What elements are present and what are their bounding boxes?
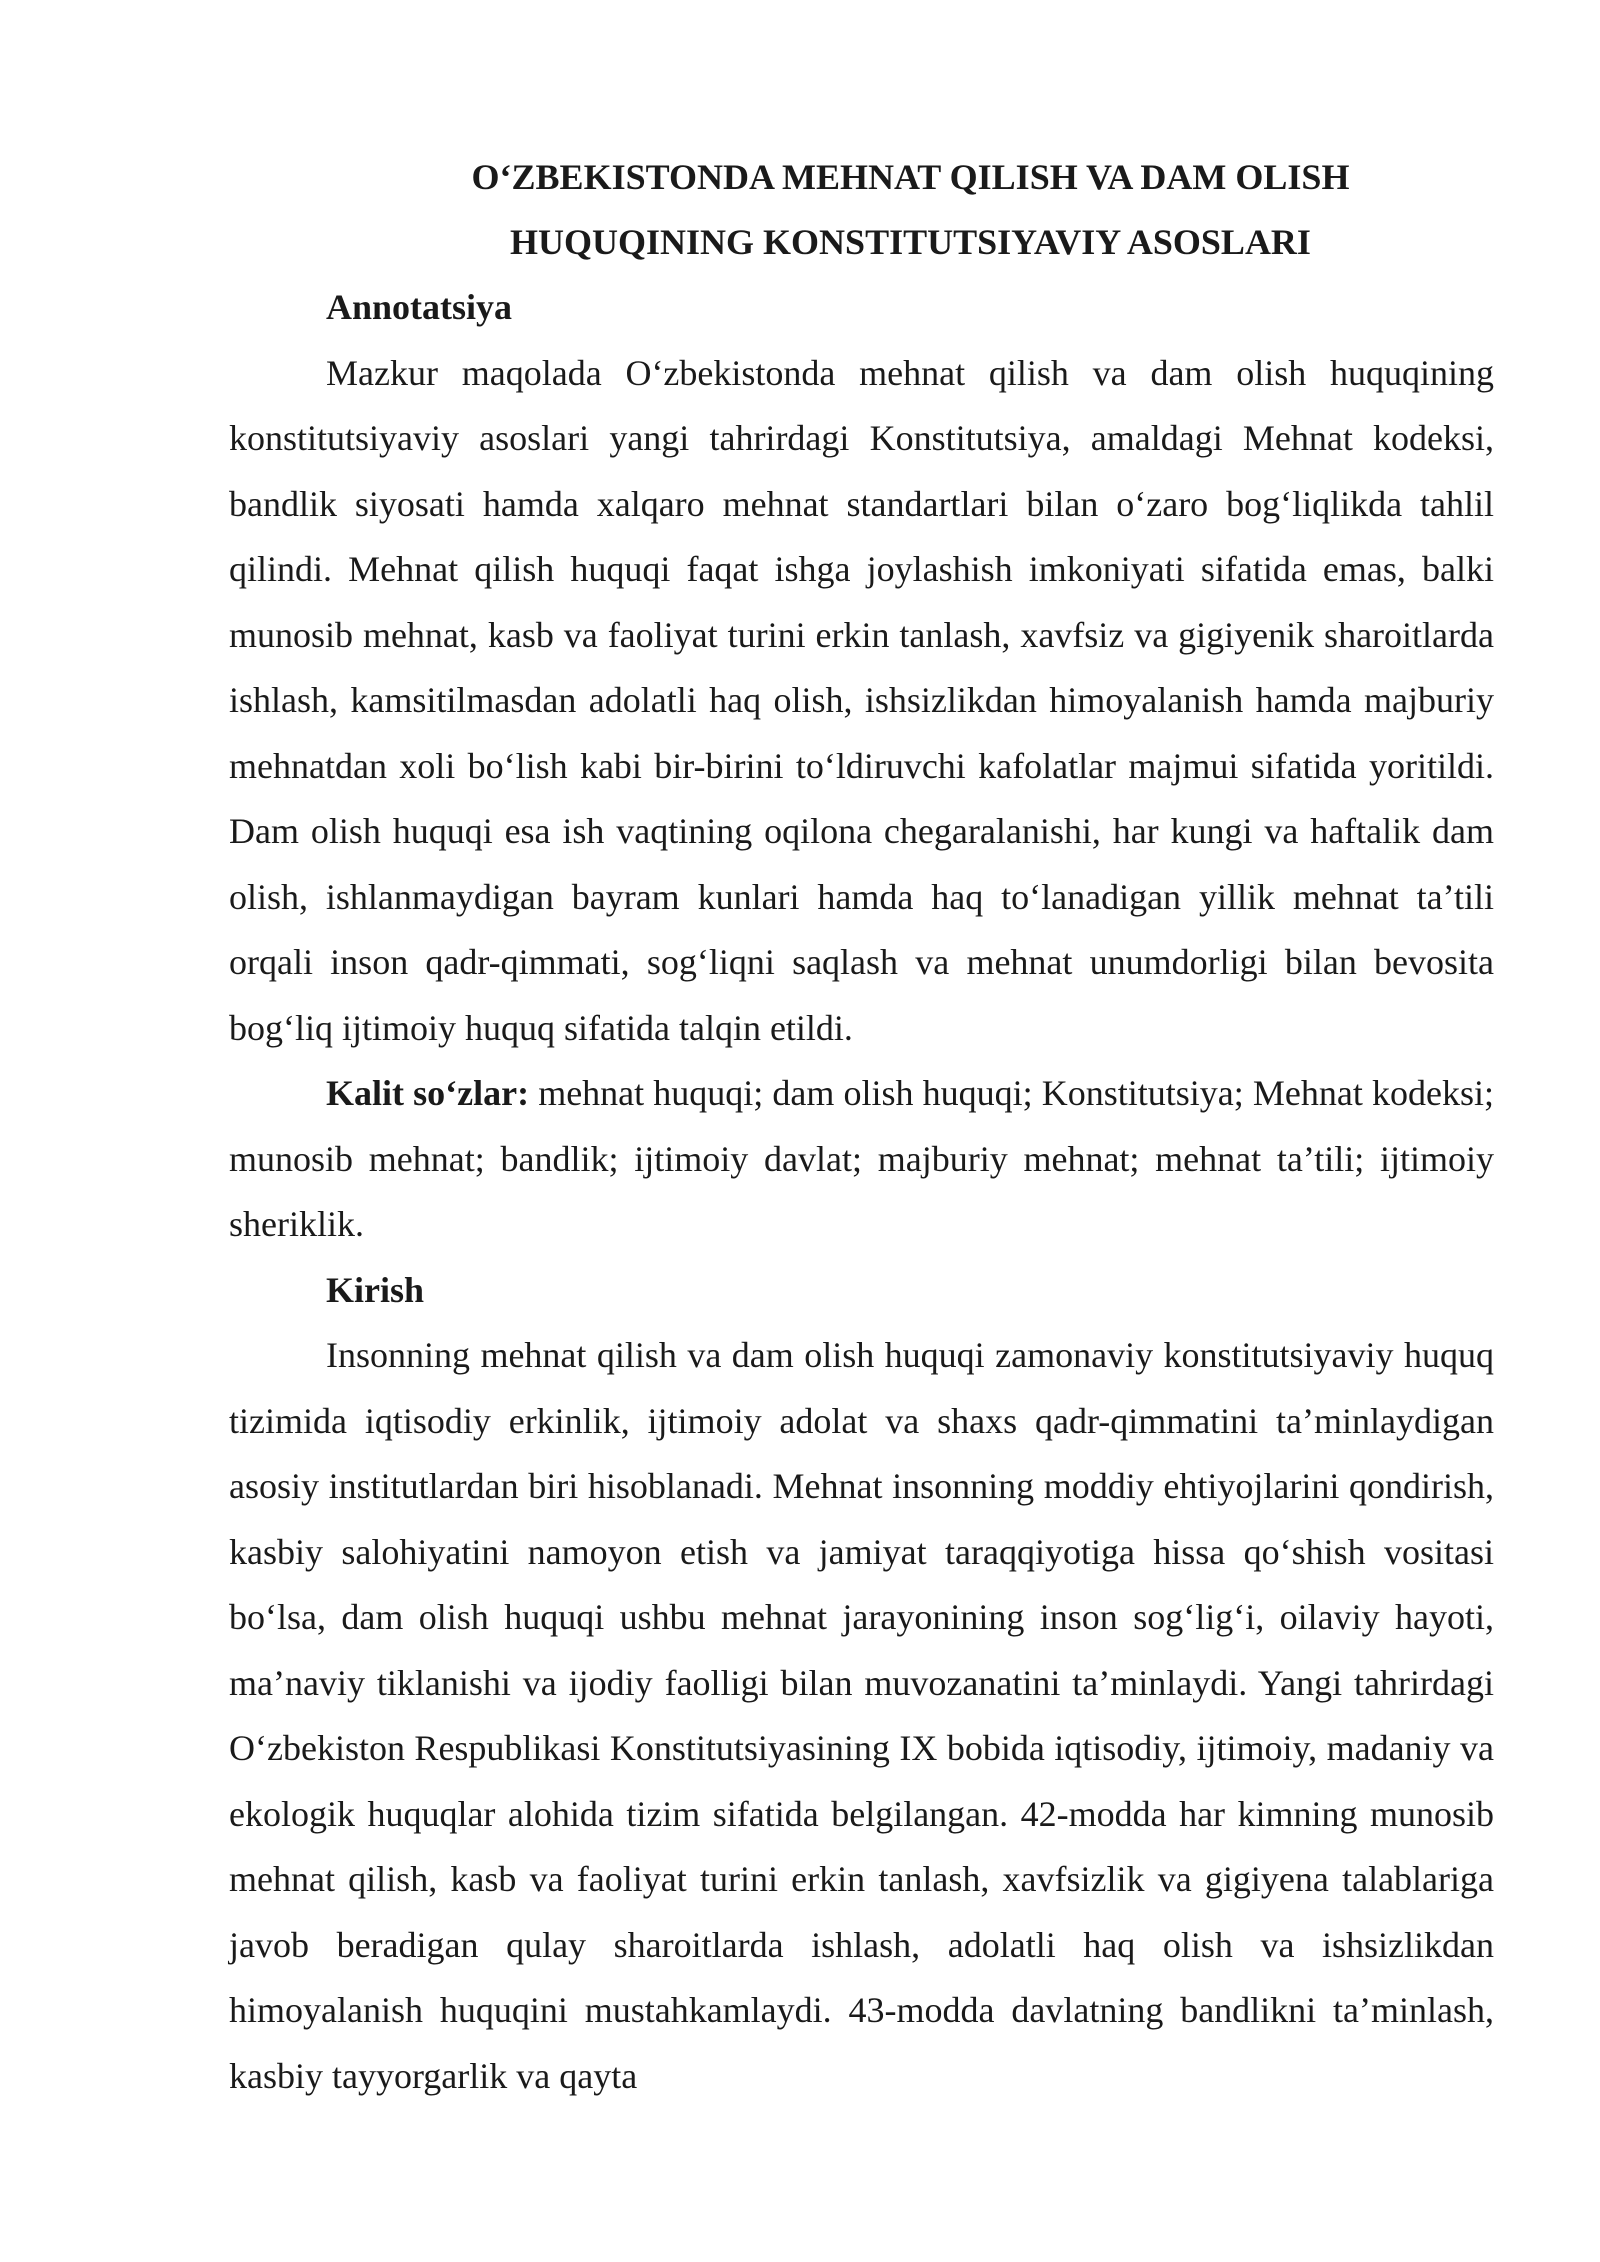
introduction-paragraph: Insonning mehnat qilish va dam olish huquqi zamonaviy konstitutsiyaviy huquq tizimida iqtisodiy erkinlik, ijtimoiy adolat va shaxs qadr-qimmatini ta’minlaydigan asosiy institutlardan biri hisoblanadi. Mehnat insonning moddiy ehtiyojlarini qondirish, kasbiy salohiyatini namoyon etish va jamiyat taraqqiyotiga hissa qo‘shish vositasi bo‘lsa, dam olish huquqi ushbu mehnat jarayonining inson sog‘lig‘i, oilaviy hayoti, ma’naviy tiklanishi va ijodiy faolligi bilan muvozanatini ta’minlaydi. Yangi tahrirdagi O‘zbekiston Respublikasi Konstitutsiyasining IX bobida iqtisodiy, ijtimoiy, madaniy va ekologik huquqlar alohida tizim sifatida belgilangan. 42-modda har kimning munosib mehnat qilish, kasb va faoliyat turini erkin tanlash, xavfsizlik va gigiyena talablariga javob beradigan qulay sharoitlarda ishlash, adolatli haq olish va ishsizlikdan himoyalanish huquqini mustahkamlaydi. 43-modda davlatning bandlikni ta’minlash, kasbiy tayyorgarlik va qayta (229, 1335, 1494, 2096)
article-title (229, 145, 1494, 275)
keywords-paragraph (229, 1061, 1494, 1258)
article-title-line-1: O‘ZBEKISTONDA MEHNAT QILISH VA DAM OLISH (471, 157, 1350, 197)
introduction-heading: Kirish (326, 1269, 425, 1310)
article-title-line-2: HUQUQINING KONSTITUTSIYAVIY ASOSLARI (510, 222, 1311, 262)
keywords-text: mehnat huquqi; dam olish huquqi; Konstitutsiya; Mehnat kodeksi; munosib mehnat; bandlik; ijtimoiy davlat; majburiy mehnat; mehnat ta’tili; ijtimoiy sheriklik. (229, 1073, 1494, 1244)
annotation-heading: Annotatsiya (326, 287, 513, 327)
annotation-paragraph: Mazkur maqolada O‘zbekistonda mehnat qilish va dam olish huquqining konstitutsiyaviy asoslari yangi tahrirdagi Konstitutsiya, amaldagi Mehnat kodeksi, bandlik siyosati hamda xalqaro mehnat standartlari bilan o‘zaro bog‘liqlikda tahlil qilindi. Mehnat qilish huquqi faqat ishga joylashish imkoniyati sifatida emas, balki munosib mehnat, kasb va faoliyat turini erkin tanlash, xavfsiz va gigiyenik sharoitlarda ishlash, kamsitilmasdan adolatli haq olish, ishsizlikdan himoyalanish hamda majburiy mehnatdan xoli bo‘lish kabi bir-birini to‘ldiruvchi kafolatlar majmui sifatida yoritildi. Dam olish huquqi esa ish vaqtining oqilona chegaralanishi, har kungi va haftalik dam olish, ishlanmaydigan bayram kunlari hamda haq to‘lanadigan yillik mehnat ta’tili orqali inson qadr-qimmati, sog‘liqni saqlash va mehnat unumdorligi bilan bevosita bog‘liq ijtimoiy huquq sifatida talqin etildi. (229, 352, 1494, 1048)
document-page (229, 145, 1494, 2109)
keywords-label: Kalit so‘zlar: (326, 1073, 530, 1113)
